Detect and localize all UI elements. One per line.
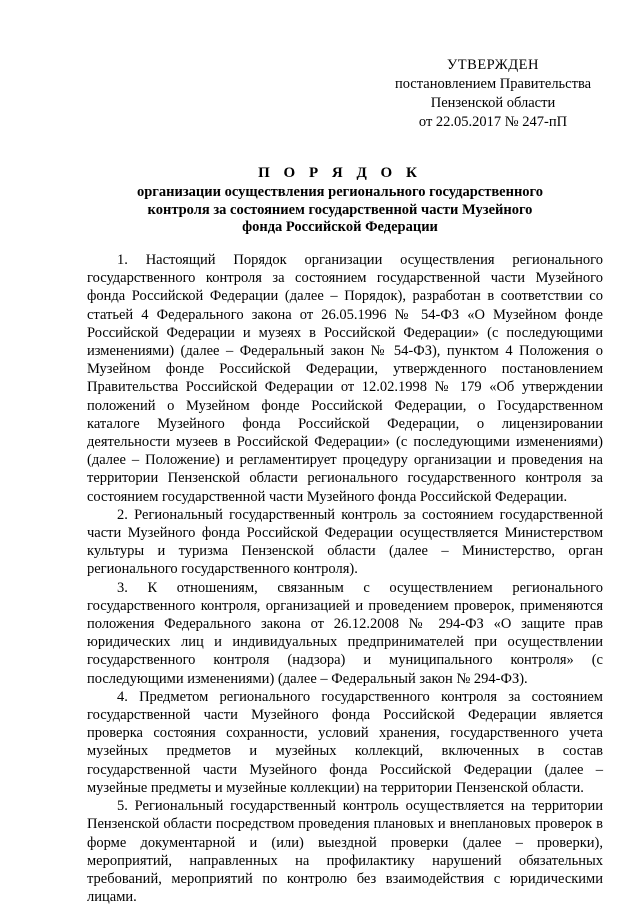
paragraph-1: 1. Настоящий Порядок организации осуществления регионального государственного контроля за состоянием государственной части Музейного фонда Российской Федерации (далее – Порядок), разработан в соответствии со статьей 4 Федерального закона от 26.05.1996 № 54-ФЗ «О Музейном фонде Российской Федерации и музеях в Российской Федерации» (с последующими изменениями) (далее – Федеральный закон № 54-ФЗ), пунктом 4 Положения о Музейном фонде Российской Федерации, утвержденного постановлением Правительства Российской Федерации от 12.02.1998 № 179 «Об утверждении положений о Музейном фонде Российской Федерации, о Государственном каталоге Музейного фонда Российской Федерации, о лицензировании деятельности музеев в Российской Федерации» (с последующими изменениями) (далее – Положение) и регламентирует процедуру организации и проведения на территории Пензенской области регионального государственного контроля за состоянием государственной части Музейного фонда Российской Федерации. xyxy=(87,252,603,505)
approval-line-1: постановлением Правительства xyxy=(394,76,592,92)
paragraph-4: 4. Предметом регионального государственного контроля за состоянием государственной части Музейного фонда Российской Федерации является проверка состояния сохранности, условий хранения, государственного учета музейных предметов и музейных коллекций, включенных в состав государственной части Музейного фонда Российской Федерации (далее – музейные предметы и музейные коллекции) на территории Пензенской области. xyxy=(87,688,603,796)
approval-line-3: от 22.05.2017 № 247-пП xyxy=(418,114,568,130)
paragraph-3: 3. К отношениям, связанным с осуществлением регионального государственного контроля, организацией и проведением проверок, применяются положения Федерального закона от 26.12.2008 № 294-ФЗ «О защите прав юридических лиц и индивидуальных предпринимателей при осуществлении государственного контроля (надзора) и муниципального контроля» (с последующими изменениями) (далее – Федеральный закон № 294-ФЗ). xyxy=(87,579,603,687)
paragraph-5: 5. Региональный государственный контроль осуществляется на территории Пензенской области посредством проведения плановых и внеплановых проверок в форме документарной и (или) выездной проверки (далее – проверки), мероприятий, направленных на профилактику нарушений обязательных требований, мероприятий по контролю без взаимодействия с юридическими лицами. xyxy=(87,798,603,906)
document-header xyxy=(60,162,620,237)
document-title: П О Р Я Д О К xyxy=(258,165,422,181)
approval-title: УТВЕРЖДЕН xyxy=(447,57,539,73)
document-subtitle: организации осуществления регионального государственного контроля за состоянием государственной части Музейного фонда Российской Федерации xyxy=(136,184,544,235)
approval-line-2: Пензенской области xyxy=(430,95,556,111)
paragraph-2: 2. Региональный государственный контроль за состоянием государственной части Музейного фонда Российской Федерации осуществляется Министерством культуры и туризма Пензенской области (далее – Министерство, орган регионального государственного контроля). xyxy=(87,506,603,578)
approval-stamp xyxy=(368,56,618,132)
document-body xyxy=(87,251,603,906)
